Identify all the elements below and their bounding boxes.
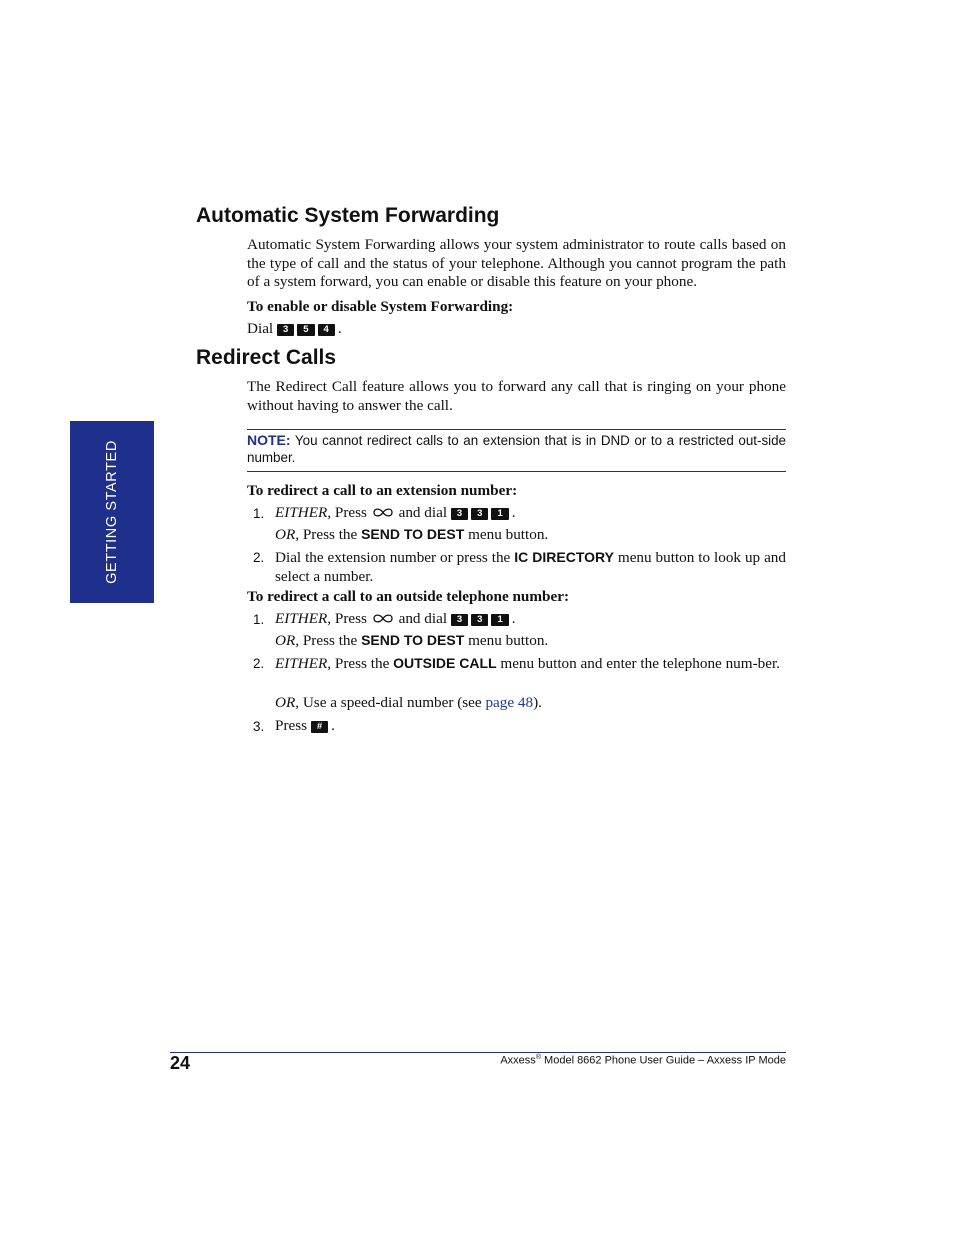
note-text: You cannot redirect calls to an extension that is in DND or to a restricted out-side number. — [247, 433, 787, 465]
ext-heading: To redirect a call to an extension number: — [247, 482, 518, 499]
menu-button-suffix: menu button. — [468, 632, 549, 649]
key-3: 3 — [277, 324, 294, 336]
menu-button-suffix: menu button. — [468, 526, 549, 543]
or-label: OR, — [275, 526, 300, 543]
ext-step2-text — [275, 548, 786, 586]
either-label: EITHER, — [275, 655, 332, 672]
out-step1-line2 — [275, 631, 786, 651]
out-step1-number: 1. — [253, 612, 265, 627]
section-tab-label: GETTING STARTED — [104, 440, 120, 584]
out-step2-text — [275, 654, 786, 674]
page-number: 24 — [170, 1053, 191, 1073]
press-label: Press — [334, 610, 367, 627]
footer-brand: Axxess — [500, 1054, 536, 1067]
or-text: , Use a speed-dial number (see — [295, 694, 482, 711]
ext-step1-number: 1. — [253, 506, 265, 521]
outside-call-button-label: OUTSIDE CALL — [393, 655, 497, 671]
press-label: Press — [275, 717, 308, 734]
key-3: 3 — [471, 508, 488, 520]
dial-label: Dial — [247, 320, 274, 337]
note-top-rule — [247, 429, 786, 430]
key-4: 4 — [318, 324, 335, 336]
out-step1-line1 — [275, 610, 786, 629]
send-to-dest-button-label: SEND TO DEST — [361, 632, 465, 648]
or-text: Press the — [302, 632, 358, 649]
footer-guide-title: Model 8662 Phone User Guide – Axxess IP Mode — [544, 1054, 786, 1067]
out-step2-number: 2. — [253, 656, 265, 671]
note-box — [247, 432, 786, 466]
note-label: NOTE: — [247, 432, 291, 448]
asf-instruction: To enable or disable System Forwarding: — [247, 298, 514, 315]
key-3: 3 — [471, 614, 488, 626]
period: . — [331, 717, 335, 734]
key-5: 5 — [297, 324, 314, 336]
infinity-loop-icon — [371, 613, 395, 624]
ic-directory-button-label: IC DIRECTORY — [514, 549, 614, 565]
key-1: 1 — [491, 614, 508, 626]
step2-post: menu button to look up and select a number. — [275, 549, 786, 585]
out-step2-or-line — [275, 694, 786, 713]
heading-redirect-calls: Redirect Calls — [196, 346, 337, 369]
step2-pre: Dial the extension number or press the — [275, 549, 511, 566]
or-label: OR, — [275, 632, 300, 649]
period: . — [511, 504, 516, 521]
key-3: 3 — [451, 614, 468, 626]
press-label: Press — [334, 504, 367, 521]
asf-paragraph: Automatic System Forwarding allows your system administrator to route calls based on the type of call and the status of your telephone. Although you cannot program the path of a system forward, you can enable or disable this feature on your phone. — [247, 236, 786, 290]
ext-step2-number: 2. — [253, 550, 265, 565]
note-bottom-rule — [247, 471, 786, 472]
key-1: 1 — [491, 508, 508, 520]
or-label: OR — [275, 694, 296, 711]
outside-heading: To redirect a call to an outside telephone number: — [247, 588, 570, 605]
heading-automatic-system-forwarding: Automatic System Forwarding — [196, 204, 500, 227]
step2-pre: Press the — [334, 655, 390, 672]
or-text: Press the — [302, 526, 358, 543]
send-to-dest-button-label: SEND TO DEST — [361, 526, 465, 542]
key-pound: # — [311, 721, 328, 733]
footer-title — [500, 1054, 786, 1067]
ext-step1-line1 — [275, 504, 786, 523]
step2-post: menu button and enter the telephone num-ber. — [500, 655, 780, 672]
asf-dial-line — [247, 320, 342, 339]
infinity-loop-icon — [371, 507, 395, 518]
period: . — [337, 320, 342, 337]
either-label: EITHER, — [275, 610, 332, 627]
key-3: 3 — [451, 508, 468, 520]
section-tab — [70, 421, 154, 603]
ext-step1-line2 — [275, 525, 786, 545]
and-dial-label: and dial — [398, 504, 448, 521]
page-48-link[interactable]: page 48 — [485, 694, 534, 711]
close-paren: ). — [533, 694, 542, 711]
out-step3-number: 3. — [253, 719, 265, 734]
out-step3-text — [275, 717, 335, 736]
registered-mark: ® — [535, 1054, 541, 1061]
period: . — [511, 610, 516, 627]
either-label: EITHER, — [275, 504, 332, 521]
redirect-paragraph: The Redirect Call feature allows you to forward any call that is ringing on your phone without having to answer the call. — [247, 378, 786, 414]
footer-rule — [170, 1052, 786, 1053]
and-dial-label: and dial — [398, 610, 448, 627]
